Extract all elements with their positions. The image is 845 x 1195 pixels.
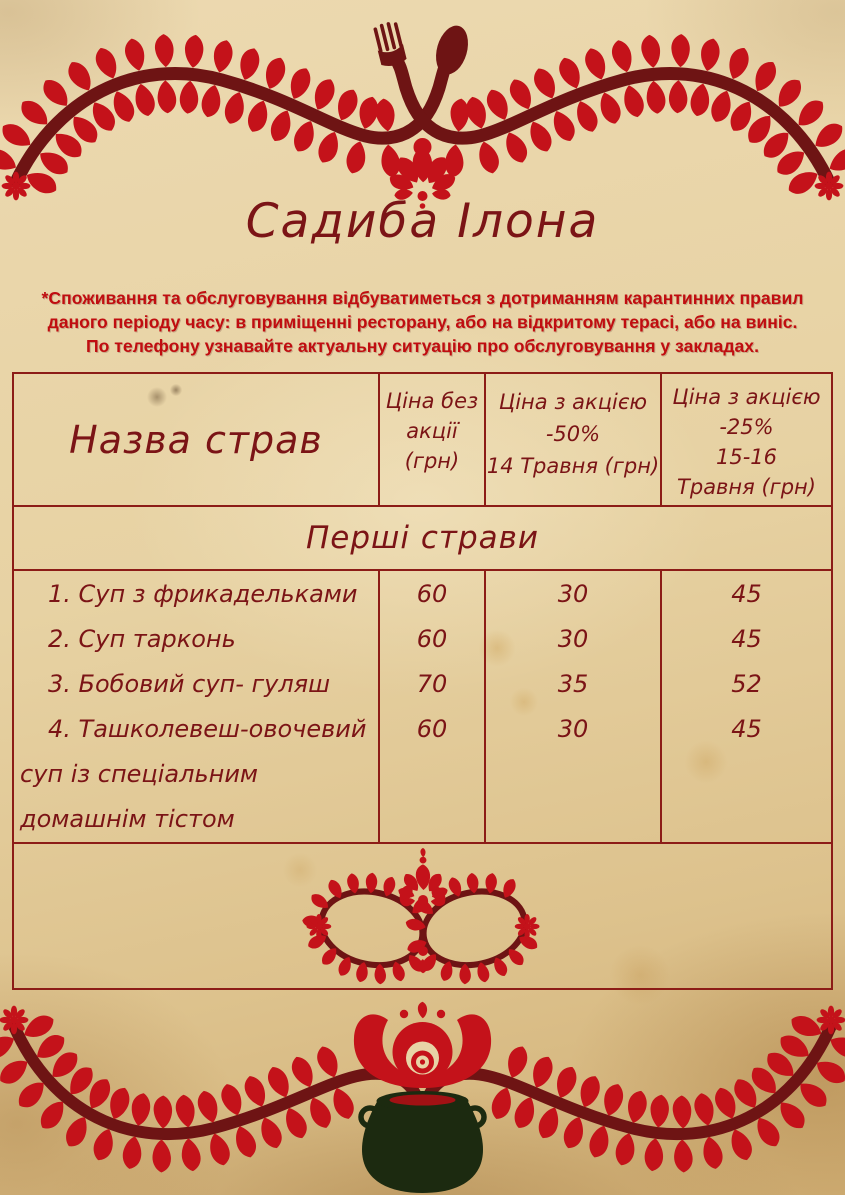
- header-sale-25: [662, 374, 831, 505]
- teardrop-leaf-icon: [697, 37, 722, 73]
- teardrop-leaf-icon: [670, 34, 690, 68]
- teardrop-leaf-icon: [668, 80, 688, 114]
- teardrop-leaf-icon: [700, 1135, 724, 1171]
- teardrop-leaf-icon: [289, 118, 320, 156]
- sale25-price-column: [662, 571, 831, 842]
- teardrop-leaf-icon: [206, 1131, 232, 1168]
- teardrop-leaf-icon: [183, 34, 205, 69]
- header-base-price: [380, 374, 486, 505]
- menu-price-table: [12, 372, 833, 990]
- cauldron-icon: [361, 1091, 484, 1193]
- teardrop-leaf-icon: [260, 55, 289, 92]
- teardrop-leaf-icon: [674, 1139, 693, 1172]
- teardrop-leaf-icon: [609, 38, 635, 75]
- price-value: 45: [731, 715, 762, 743]
- teardrop-leaf-icon: [244, 98, 273, 135]
- teardrop-leaf-icon: [266, 107, 296, 145]
- header-line: 14 Травня (грн): [486, 454, 660, 478]
- teardrop-leaf-icon: [232, 1123, 260, 1160]
- teardrop-leaf-icon: [221, 89, 249, 126]
- teardrop-leaf-icon: [596, 89, 624, 126]
- teardrop-leaf-icon: [120, 1135, 144, 1171]
- teardrop-leaf-icon: [314, 1043, 343, 1080]
- teardrop-leaf-icon: [195, 1089, 221, 1126]
- teardrop-leaf-icon: [586, 1123, 614, 1160]
- teardrop-leaf-icon: [332, 86, 362, 124]
- covid-disclaimer: [0, 286, 845, 358]
- side-rosette-right-icon: [514, 914, 539, 939]
- menu-items-grid: [14, 571, 831, 844]
- price-value: 30: [557, 580, 589, 608]
- teardrop-leaf-icon: [314, 129, 344, 167]
- teardrop-leaf-icon: [648, 1094, 670, 1129]
- teardrop-leaf-icon: [612, 1131, 638, 1168]
- teardrop-leaf-icon: [488, 1085, 517, 1122]
- table-header-row: [14, 374, 831, 507]
- header-line: -50%: [545, 422, 601, 446]
- price-value: 70: [416, 670, 448, 698]
- teardrop-leaf-icon: [152, 1139, 171, 1172]
- teardrop-leaf-icon: [89, 1126, 118, 1163]
- teardrop-leaf-icon: [688, 82, 713, 118]
- teardrop-leaf-icon: [123, 37, 148, 73]
- teardrop-leaf-icon: [621, 83, 647, 120]
- teardrop-leaf-icon: [643, 1137, 665, 1172]
- teardrop-leaf-icon: [132, 82, 157, 118]
- infinity-flourish-icon: [293, 845, 553, 987]
- teardrop-leaf-icon: [380, 144, 402, 179]
- teardrop-leaf-icon: [624, 1089, 650, 1126]
- disclaimer-line: По телефону узнавайте актуальну ситуацію про обслуговування у закладах.: [86, 336, 759, 356]
- teardrop-leaf-icon: [560, 1114, 589, 1151]
- teardrop-leaf-icon: [555, 55, 584, 92]
- price-value: 60: [416, 625, 448, 653]
- teardrop-leaf-icon: [599, 1081, 627, 1118]
- base-price-column: [380, 571, 486, 842]
- teardrop-leaf-icon: [154, 34, 174, 68]
- price-value: 52: [731, 670, 762, 698]
- teardrop-leaf-icon: [241, 1073, 270, 1110]
- teardrop-leaf-icon: [157, 80, 177, 114]
- fork-icon: [372, 20, 408, 68]
- teardrop-leaf-icon: [530, 65, 560, 103]
- teardrop-leaf-icon: [210, 38, 236, 75]
- teardrop-leaf-icon: [198, 83, 224, 120]
- teardrop-leaf-icon: [443, 144, 465, 179]
- teardrop-leaf-icon: [727, 1126, 756, 1163]
- header-line: 15-16: [715, 445, 778, 469]
- header-line: -25%: [719, 415, 774, 439]
- price-value: 30: [557, 715, 589, 743]
- teardrop-leaf-icon: [572, 98, 601, 135]
- price-value: 35: [557, 670, 589, 698]
- dish-name-continuation: домашнім тістом: [20, 805, 235, 833]
- teardrop-leaf-icon: [257, 1114, 286, 1151]
- price-value: 45: [731, 580, 762, 608]
- header-line: (грн): [404, 449, 460, 473]
- teardrop-leaf-icon: [525, 117, 556, 155]
- header-line: Ціна без: [385, 389, 479, 413]
- header-line: Ціна з акцією: [498, 390, 648, 414]
- teardrop-leaf-icon: [343, 139, 369, 176]
- header-line: Травня (грн): [677, 475, 816, 499]
- teardrop-leaf-icon: [724, 45, 753, 82]
- teardrop-leaf-icon: [128, 1092, 152, 1128]
- teardrop-leaf-icon: [153, 1095, 172, 1128]
- teardrop-leaf-icon: [174, 1094, 196, 1129]
- dish-names-column: [14, 571, 380, 842]
- dish-name: 1. Суп з фрикадельками: [48, 580, 358, 608]
- teardrop-leaf-icon: [672, 1095, 691, 1128]
- dish-name: 4. Ташколевеш-овочевий: [48, 715, 367, 743]
- header-line: акції: [406, 419, 458, 443]
- tulip-icon: [354, 1002, 491, 1088]
- dish-name-continuation: суп із спеціальним: [20, 760, 259, 788]
- disclaimer-line: даного періоду часу: в приміщенні ресторану, або на відкритому терасі, або на виніс.: [47, 312, 798, 332]
- disclaimer-line: *Споживання та обслуговування відбуватиметься з дотриманням карантинних правил: [41, 288, 804, 308]
- dish-name: 2. Суп тарконь: [48, 625, 236, 653]
- header-sale-50: [486, 374, 662, 505]
- teardrop-leaf-icon: [178, 80, 200, 115]
- dish-name: 3. Бобовий суп- гуляш: [48, 670, 331, 698]
- end-rosette-bottom-right-icon: [817, 1006, 845, 1035]
- side-rosette-left-icon: [306, 914, 331, 939]
- teardrop-leaf-icon: [582, 45, 610, 82]
- restaurant-title: Садиба Ілона: [245, 194, 600, 249]
- spoon-icon: [431, 22, 474, 78]
- header-line: Ціна з акцією: [672, 385, 821, 409]
- price-value: 60: [416, 580, 448, 608]
- teardrop-leaf-icon: [475, 139, 501, 176]
- teardrop-leaf-icon: [285, 65, 315, 103]
- teardrop-leaf-icon: [549, 107, 579, 145]
- teardrop-leaf-icon: [692, 1092, 716, 1128]
- teardrop-leaf-icon: [235, 45, 263, 82]
- teardrop-leaf-icon: [506, 76, 537, 114]
- teardrop-leaf-icon: [374, 98, 396, 133]
- teardrop-leaf-icon: [180, 1137, 202, 1172]
- end-rosette-bottom-left-icon: [0, 1006, 28, 1035]
- teardrop-leaf-icon: [503, 1043, 532, 1080]
- teardrop-leaf-icon: [483, 86, 513, 124]
- teardrop-leaf-icon: [575, 1073, 604, 1110]
- teardrop-leaf-icon: [645, 80, 667, 115]
- teardrop-leaf-icon: [329, 1085, 358, 1122]
- fork-spoon-garland-icon: [0, 0, 845, 210]
- tulip-cauldron-garland-icon: [0, 1000, 845, 1195]
- table-footer-row: [14, 844, 831, 988]
- header-dish-name: Назва страв: [14, 374, 380, 505]
- teardrop-leaf-icon: [449, 98, 471, 133]
- teardrop-leaf-icon: [92, 45, 121, 82]
- teardrop-leaf-icon: [501, 129, 531, 167]
- section-title: Перші страви: [14, 507, 831, 571]
- price-value: 45: [731, 625, 762, 653]
- teardrop-leaf-icon: [640, 34, 662, 69]
- price-value: 30: [557, 625, 589, 653]
- sale50-price-column: [486, 571, 662, 842]
- teardrop-leaf-icon: [309, 76, 340, 114]
- price-value: 60: [416, 715, 448, 743]
- teardrop-leaf-icon: [218, 1081, 246, 1118]
